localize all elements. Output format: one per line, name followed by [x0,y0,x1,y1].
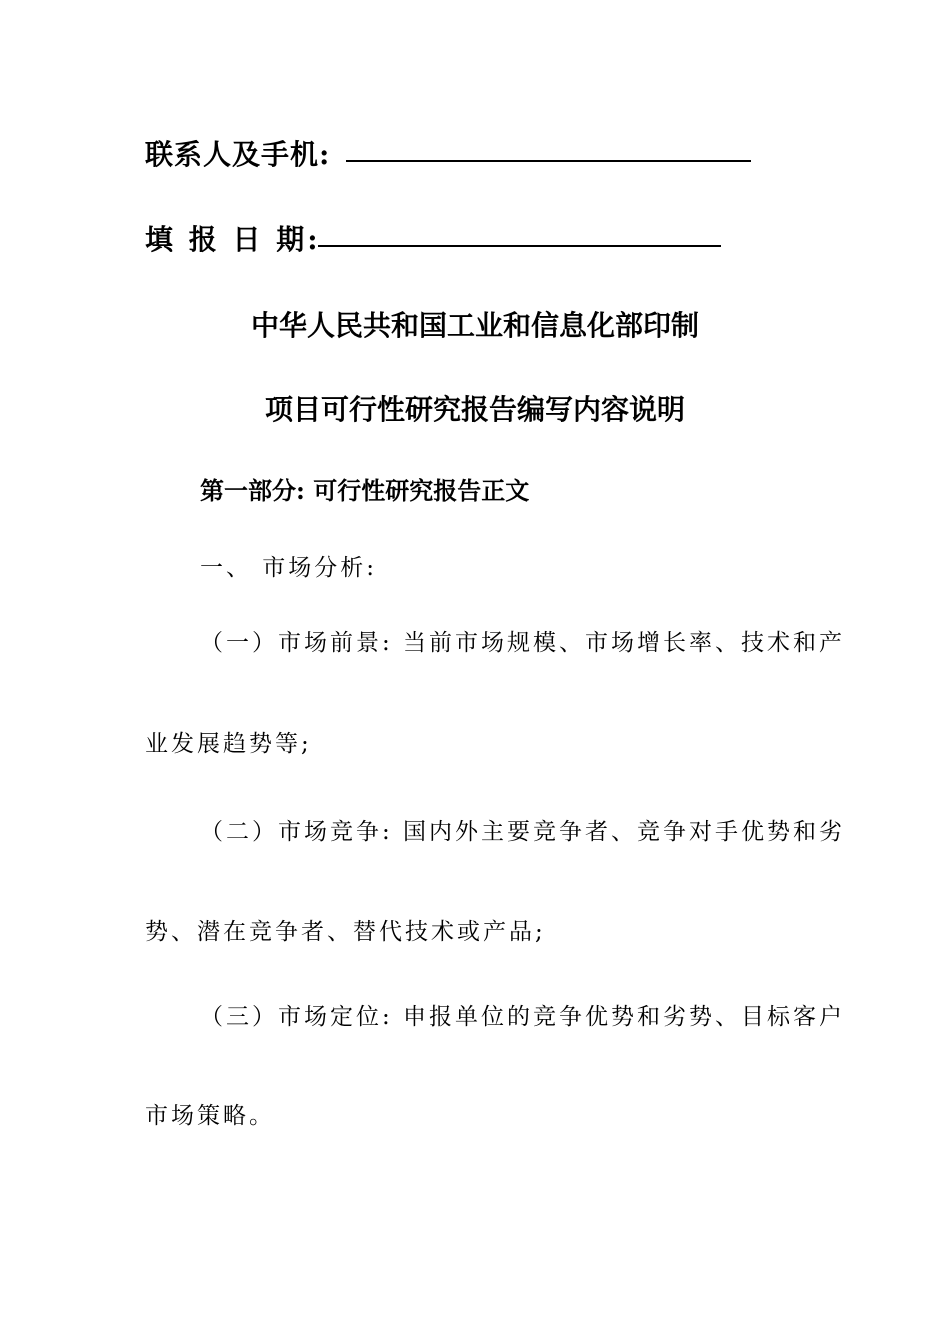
item-market-competition-line2: 势、潜在竞争者、替代技术或产品; [145,919,546,945]
doc-title: 项目可行性研究报告编写内容说明 [264,393,685,426]
date-label: 填 报 日 期: [145,223,321,256]
part-one-heading: 第一部分: 可行性研究报告正文 [200,476,530,505]
section-one-heading: 一、 市场分析: [200,555,378,581]
item-market-outlook-line2: 业发展趋势等; [145,731,312,757]
contact-input-line[interactable] [346,160,751,162]
item-market-positioning-line1: （三）市场定位: 申报单位的竞争优势和劣势、目标客户 [200,1004,846,1030]
org-title: 中华人民共和国工业和信息化部印制 [250,309,699,342]
item-market-competition-line1: （二）市场竞争: 国内外主要竞争者、竞争对手优势和劣 [200,819,846,845]
date-input-line[interactable] [318,245,721,247]
contact-label: 联系人及手机: [145,138,331,171]
item-market-positioning-line2: 市场策略。 [145,1103,275,1129]
item-market-outlook-line1: （一）市场前景: 当前市场规模、市场增长率、技术和产 [200,630,846,656]
